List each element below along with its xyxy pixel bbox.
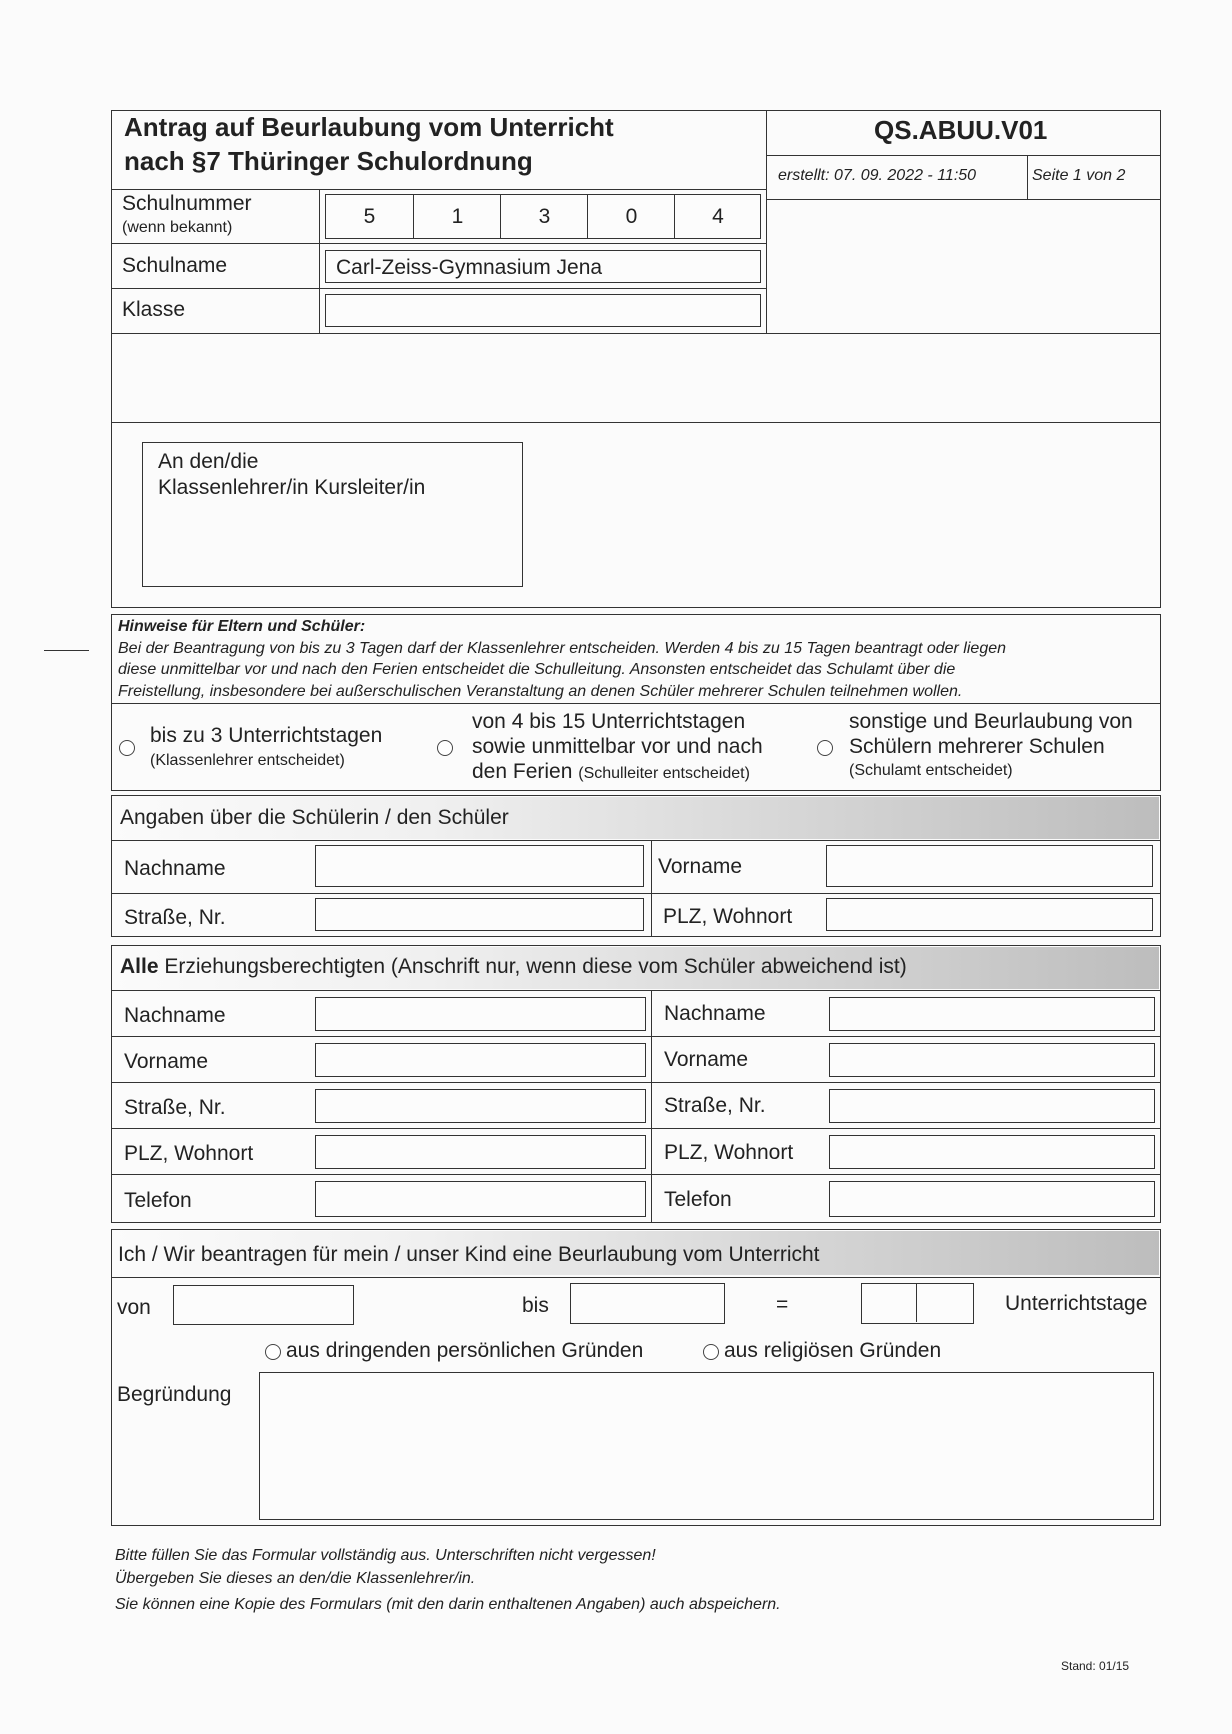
guardian2-firstname-label: Vorname (664, 1048, 749, 1071)
school-number-hint: (wenn bekannt) (122, 219, 233, 236)
label-column-line (319, 189, 320, 333)
form-title-line2: nach §7 Thüringer Schulordnung (124, 146, 533, 176)
from-label: von (117, 1296, 151, 1319)
guardian1-phone-label: Telefon (124, 1189, 192, 1212)
reason-personal-radio[interactable] (265, 1344, 281, 1360)
guardians-row-line (111, 1036, 1161, 1037)
guardians-column-line (651, 990, 652, 1223)
school-row-line (111, 189, 766, 190)
justification-label: Begründung (117, 1383, 232, 1406)
option-4-to-15-days-radio[interactable] (437, 740, 453, 756)
guardian1-lastname-label: Nachname (124, 1004, 226, 1027)
guardian2-phone-field[interactable] (829, 1181, 1155, 1217)
class-label: Klasse (122, 298, 186, 321)
option1-label: bis zu 3 Unterrichtstagen (150, 724, 383, 747)
guardian1-city-label: PLZ, Wohnort (124, 1142, 254, 1165)
option1-sub: (Klassenlehrer entscheidet) (150, 752, 345, 769)
recipient-line2: Klassenlehrer/in Kursleiter/in (158, 476, 426, 499)
school-number-field[interactable] (325, 194, 761, 239)
option3-sub: (Schulamt entscheidet) (849, 762, 1013, 779)
guardians-row-line (111, 990, 1161, 991)
option3-line1: sonstige und Beurlaubung von (849, 710, 1133, 733)
student-city-label: PLZ, Wohnort (663, 905, 793, 928)
student-row-line (111, 893, 1161, 894)
student-heading: Angaben über die Schülerin / den Schüler (120, 806, 509, 829)
guardian1-street-label: Straße, Nr. (124, 1096, 226, 1119)
notes-heading: Hinweise für Eltern und Schüler: (118, 618, 366, 635)
header-row-line (766, 155, 1161, 156)
guardians-heading-bold: Alle (120, 955, 159, 978)
guardian2-street-label: Straße, Nr. (664, 1094, 766, 1117)
page-info: Seite 1 von 2 (1032, 167, 1126, 184)
guardian2-city-field[interactable] (829, 1135, 1155, 1169)
reason-religious-radio[interactable] (703, 1344, 719, 1360)
request-heading: Ich / Wir beantragen für mein / unser Kind eine Beurlaubung vom Unterricht (118, 1243, 820, 1266)
option-other-radio[interactable] (817, 740, 833, 756)
student-firstname-label: Vorname (658, 855, 743, 878)
days-count-field[interactable] (861, 1283, 974, 1324)
days-label: Unterrichtstage (1005, 1292, 1148, 1315)
student-city-field[interactable] (826, 898, 1153, 931)
to-date-field[interactable] (570, 1283, 725, 1324)
guardians-heading-rest: Erziehungsberechtigten (Anschrift nur, wenn diese vom Schüler abweichend ist) (158, 955, 907, 978)
page-divider (1027, 155, 1028, 199)
option-up-to-3-days-radio[interactable] (119, 740, 135, 756)
reason-personal-label: aus dringenden persönlichen Gründen (286, 1339, 644, 1362)
school-number-label: Schulnummer (122, 192, 252, 215)
notes-line1: Bei der Beantragung von bis zu 3 Tagen darf der Klassenlehrer entscheiden. Werden 4 bis zu 15 Tagen beantragt oder liegen (118, 640, 1007, 657)
school-number-digit: 1 (413, 195, 501, 238)
option2-sub: (Schulleiter entscheidet) (578, 765, 750, 782)
days-count-divider (916, 1284, 917, 1322)
guardian2-firstname-field[interactable] (829, 1043, 1155, 1077)
notes-line3: Freistellung, insbesondere bei außerschulischen Veranstaltung an denen Schüler mehrerer Schulen teilnehmen wollen. (118, 683, 963, 700)
option3-line2: Schülern mehrerer Schulen (849, 735, 1105, 758)
guardian2-street-field[interactable] (829, 1089, 1155, 1123)
student-lastname-label: Nachname (124, 857, 226, 880)
notes-divider (111, 703, 1161, 704)
guardian2-city-label: PLZ, Wohnort (664, 1141, 794, 1164)
from-date-field[interactable] (173, 1285, 354, 1325)
student-row-line (111, 840, 1161, 841)
student-lastname-field[interactable] (315, 845, 644, 887)
school-name-value: Carl-Zeiss-Gymnasium Jena (336, 256, 603, 279)
guardian1-street-field[interactable] (315, 1089, 646, 1123)
guardian2-lastname-label: Nachname (664, 1002, 766, 1025)
fold-mark (44, 650, 89, 651)
student-column-line (651, 840, 652, 937)
guardian1-firstname-label: Vorname (124, 1050, 209, 1073)
school-number-digit: 3 (500, 195, 588, 238)
guardians-row-line (111, 1174, 1161, 1175)
guardian1-city-field[interactable] (315, 1135, 646, 1169)
stand-label: Stand: 01/15 (1061, 1659, 1130, 1673)
student-street-label: Straße, Nr. (124, 906, 226, 929)
guardians-row-line (111, 1128, 1161, 1129)
student-street-field[interactable] (315, 898, 644, 931)
notes-line2: diese unmittelbar vor und nach den Ferien entscheidet die Schulleitung. Ansonsten entscheidet das Schulamt über die (118, 661, 956, 678)
form-title-line1: Antrag auf Beurlaubung vom Unterricht (124, 112, 614, 142)
school-name-label: Schulname (122, 254, 228, 277)
header-divider (766, 110, 767, 333)
guardian1-lastname-field[interactable] (315, 997, 646, 1031)
footer-line2: Übergeben Sie dieses an den/die Klassenlehrer/in. (115, 1570, 476, 1587)
recipient-line1: An den/die (158, 450, 259, 473)
guardian1-firstname-field[interactable] (315, 1043, 646, 1077)
school-number-digit: 0 (587, 195, 675, 238)
student-firstname-field[interactable] (826, 845, 1153, 887)
guardian2-lastname-field[interactable] (829, 997, 1155, 1031)
guardians-row-line (111, 1082, 1161, 1083)
school-number-digit: 4 (674, 195, 761, 238)
option2-line3 (472, 760, 750, 784)
class-field[interactable] (325, 294, 761, 327)
guardians-heading (120, 955, 907, 979)
created-timestamp: erstellt: 07. 09. 2022 - 11:50 (778, 167, 977, 184)
equals-sign: = (776, 1293, 789, 1316)
form-code: QS.ABUU.V01 (874, 115, 1048, 145)
option2-line2: sowie unmittelbar vor und nach (472, 735, 763, 758)
school-row-line (111, 243, 766, 244)
option2-line3-text: den Ferien (472, 760, 573, 783)
footer-line1: Bitte füllen Sie das Formular vollständig aus. Unterschriften nicht vergessen! (115, 1547, 656, 1564)
guardian1-phone-field[interactable] (315, 1181, 646, 1217)
request-row-line (111, 1277, 1161, 1278)
school-name-field[interactable] (325, 250, 761, 283)
header-bottom-line (111, 333, 1161, 334)
justification-field[interactable] (259, 1372, 1154, 1520)
reason-religious-label: aus religiösen Gründen (724, 1339, 942, 1362)
guardian2-phone-label: Telefon (664, 1188, 732, 1211)
school-number-digit: 5 (363, 204, 376, 228)
header-row-line (766, 199, 1161, 200)
school-row-line (111, 288, 766, 289)
to-label: bis (522, 1294, 549, 1317)
option2-line1: von 4 bis 15 Unterrichtstagen (472, 710, 746, 733)
footer-line3: Sie können eine Kopie des Formulars (mit den darin enthaltenen Angaben) auch abspeichern. (115, 1596, 781, 1613)
